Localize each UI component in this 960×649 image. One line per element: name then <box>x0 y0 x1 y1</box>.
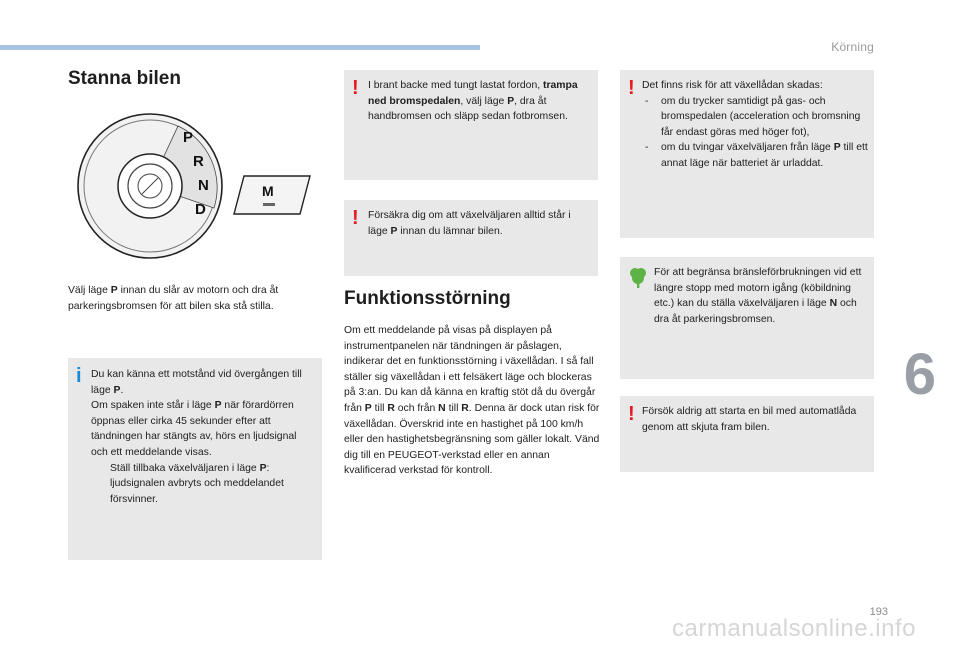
page-number: 193 <box>869 606 888 618</box>
gear-label-p: P <box>183 129 194 146</box>
warning-icon: ! <box>352 77 359 99</box>
warning-icon: ! <box>628 77 635 99</box>
header-bar <box>0 45 480 50</box>
eco-leaf-icon <box>629 266 647 288</box>
chapter-number: 6 <box>903 342 936 407</box>
gear-selector-illustration <box>76 112 316 262</box>
warning-icon: ! <box>628 403 635 425</box>
section-title-stop-car: Stanna bilen <box>68 68 181 89</box>
section-label: Körning <box>831 40 874 54</box>
stop-car-paragraph: Välj läge P innan du slår av motorn och dra åt parkeringsbromsen för att bilen ska stå stilla. <box>68 285 279 312</box>
mode-button-label: M <box>262 183 274 199</box>
info-icon: i <box>76 365 82 387</box>
eco-box-fuel-saving: För att begränsa bränsleförbrukningen vid ett längre stopp med motorn igång (köbildning etc.) kan du ställa växelväljaren i läge N och dra åt parkeringsbromsen. <box>620 257 874 379</box>
warning-box-push-start: ! Försök aldrig att starta en bil med automatlåda genom att skjuta fram bilen. <box>620 396 874 472</box>
gear-label-d: D <box>195 201 206 218</box>
gear-label-r: R <box>193 153 204 170</box>
info-box-resistance: i Du kan känna ett motstånd vid övergången till läge P. Om spaken inte står i läge P när förardörren öppnas eller cirka 45 sekunder efter att tändningen har stängts av, hörs en ljudsignal och ett meddelande visas. Ställ tillbaka växelväljaren i läge P: ljudsignalen avbryts och meddelandet försvinner. <box>68 358 322 560</box>
warning-box-leave-car: ! Försäkra dig om att växelväljaren alltid står i läge P innan du lämnar bilen. <box>344 200 598 276</box>
watermark: carmanualsonline.info <box>672 615 916 642</box>
gear-label-n: N <box>198 177 209 194</box>
section-title-malfunction: Funktionsstörning <box>344 288 511 309</box>
warning-icon: ! <box>352 207 359 229</box>
warning-box-gearbox-damage: ! Det finns risk för att växellådan skadas: - om du trycker samtidigt på gas- och bromspedalen (acceleration och bromsning får endast göras med höger fot), - om du tvingar växelväljaren från läge P till ett annat läge när batteriet är urladdat. <box>620 70 874 238</box>
malfunction-paragraph: Om ett meddelande på visas på displayen på instrumentpanelen när tändningen är påslagen, indikerar det en funktionsstörning i växellådan. I så fall ställer sig växellådan i ett felsäkert läge och blockeras på 3:an. Du kan då känna en kraftig stöt då du övergår från P till R och från N till R. Denna är dock utan risk för växellådan. Överskrid inte en hastighet på 100 km/h eller den hastighetsbegränsning som gäller lokalt. Vänd dig till en PEUGEOT-verkstad eller en annan kvalificerad verkstad för kontroll. <box>344 325 600 477</box>
warning-box-steep-slope: ! I brant backe med tungt lastat fordon, trampa ned bromspedalen, välj läge P, dra åt handbromsen och släpp sedan fotbromsen. <box>344 70 598 180</box>
gear-selector-svg <box>76 112 316 262</box>
